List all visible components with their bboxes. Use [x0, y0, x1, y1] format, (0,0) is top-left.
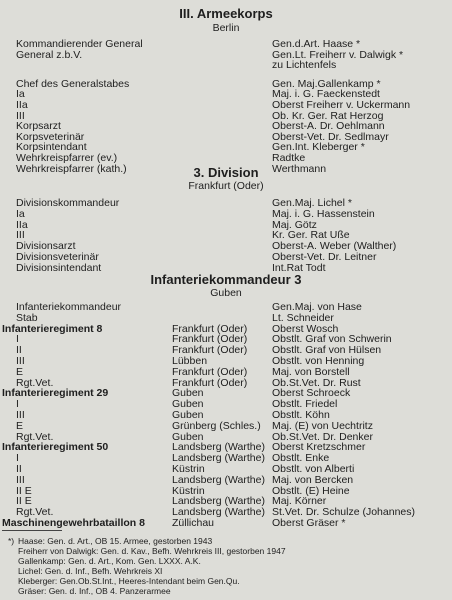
garrison-location: Landsberg (Warthe)	[172, 506, 265, 518]
officer-name: Obstlt. Graf von Schwerin	[272, 333, 392, 345]
role-label: III	[16, 229, 25, 241]
officer-name: Radtke	[272, 152, 306, 164]
role-label: E	[16, 420, 24, 432]
role-label: I	[16, 398, 19, 410]
officer-name: Ob. Kr. Ger. Rat Herzog	[272, 110, 384, 122]
footnote-text: Gallenkamp: Gen. d. Art., Kom. Gen. LXXX. A.K.	[18, 556, 201, 566]
role-label: III	[16, 474, 25, 486]
footnote-text: Freiherr von Dalwigk: Gen. d. Kav., Befh. Wehrkreis III, gestorben 1947	[18, 546, 286, 556]
officer-name: Ob.St.Vet. Dr. Rust	[272, 377, 361, 389]
role-label: II	[16, 344, 22, 356]
garrison-location: Küstrin	[172, 485, 205, 497]
officer-name: Maj. Götz	[272, 219, 317, 231]
officer-name: Lt. Schneider	[272, 312, 334, 324]
role-label: Wehrkreispfarrer (ev.)	[16, 152, 118, 164]
role-label: Korpsintendant	[16, 141, 87, 153]
officer-name: Maj. Körner	[272, 495, 327, 507]
role-label: III	[16, 110, 25, 122]
officer-name: Obstlt. (E) Heine	[272, 485, 350, 497]
officer-name: Gen. Maj.Gallenkamp *	[272, 78, 381, 90]
officer-name: zu Lichtenfels	[272, 59, 337, 71]
officer-name: Maj. von Borstell	[272, 366, 350, 378]
unit-name: Infanterieregiment 50	[2, 441, 109, 453]
role-label: Infanteriekommandeur	[16, 301, 122, 313]
officer-name: Obstlt. von Henning	[272, 355, 365, 367]
officer-name: Obstlt. Enke	[272, 452, 330, 464]
officer-name: Gen.Int. Kleberger *	[272, 141, 365, 153]
role-label: IIa	[16, 99, 28, 111]
officer-name: St.Vet. Dr. Schulze (Johannes)	[272, 506, 415, 518]
garrison-location: Züllichau	[172, 517, 215, 529]
garrison-location: Landsberg (Warthe)	[172, 495, 265, 507]
role-label: Kommandierender General	[16, 38, 143, 50]
officer-name: Oberst-Vet. Dr. Leitner	[272, 251, 377, 263]
officer-name: Kr. Ger. Rat Uße	[272, 229, 350, 241]
role-label: General z.b.V.	[16, 49, 83, 61]
garrison-location: Guben	[172, 431, 204, 443]
garrison-location: Landsberg (Warthe)	[172, 452, 265, 464]
infantry-commander-title: Infanteriekommandeur 3	[150, 272, 302, 287]
garrison-location: Guben	[172, 398, 204, 410]
footnote-text: Kleberger: Gen.Ob.St.Int., Heeres-Intendant beim Gen.Qu.	[18, 576, 240, 586]
role-label: Korpsveterinär	[16, 131, 85, 143]
role-label: Divisionsarzt	[16, 240, 76, 252]
unit-name: Maschinengewehrbataillon 8	[2, 517, 145, 529]
officer-name: Oberst Kretzschmer	[272, 441, 366, 453]
unit-name: Infanterieregiment 8	[2, 323, 103, 335]
role-label: IIa	[16, 219, 28, 231]
role-label: Rgt.Vet.	[16, 506, 54, 518]
garrison-location: Frankfurt (Oder)	[172, 333, 248, 345]
officer-name: Maj. i. G. Hassenstein	[272, 208, 375, 220]
division-subtitle: Frankfurt (Oder)	[188, 180, 264, 192]
page-title: III. Armeekorps	[179, 6, 273, 21]
officer-name: Obstlt. von Alberti	[272, 463, 355, 475]
garrison-location: Guben	[172, 387, 204, 399]
garrison-location: Lübben	[172, 355, 208, 367]
footnote-text: Lichel: Gen. d. Inf., Befh. Wehrkreis XI	[18, 566, 163, 576]
role-label: I	[16, 452, 19, 464]
officer-name: Gen.Maj. Lichel *	[272, 197, 352, 209]
footnote-text: Haase: Gen. d. Art., OB 15. Armee, gestorben 1943	[18, 536, 213, 546]
garrison-location: Guben	[172, 409, 204, 421]
garrison-location: Landsberg (Warthe)	[172, 474, 265, 486]
officer-name: Maj. i. G. Faeckenstedt	[272, 88, 380, 100]
officer-name: Oberst Gräser *	[272, 517, 346, 529]
role-label: Divisionskommandeur	[16, 197, 120, 209]
officer-name: Obstlt. Köhn	[272, 409, 330, 421]
footnote-marker: *)	[8, 536, 15, 546]
role-label: Stab	[16, 312, 38, 324]
officer-name: Oberst-A. Weber (Walther)	[272, 240, 397, 252]
garrison-location: Landsberg (Warthe)	[172, 441, 265, 453]
officer-name: Gen.d.Art. Haase *	[272, 38, 361, 50]
role-label: Ia	[16, 88, 25, 100]
officer-name: Ob.St.Vet. Dr. Denker	[272, 431, 373, 443]
role-label: I	[16, 333, 19, 345]
garrison-location: Küstrin	[172, 463, 205, 475]
role-label: II	[16, 463, 22, 475]
officer-name: Obstlt. Graf von Hülsen	[272, 344, 382, 356]
garrison-location: Frankfurt (Oder)	[172, 344, 248, 356]
officer-name: Maj. von Bercken	[272, 474, 354, 486]
officer-name: Gen.Lt. Freiherr v. Dalwigk *	[272, 49, 404, 61]
infantry-commander-subtitle: Guben	[210, 287, 242, 299]
division-title: 3. Division	[193, 165, 259, 180]
officer-name: Oberst-A. Dr. Oehlmann	[272, 120, 385, 132]
role-label: Wehrkreispfarrer (kath.)	[16, 163, 127, 175]
officer-name: Oberst Freiherr v. Uckermann	[272, 99, 411, 111]
unit-name: Infanterieregiment 29	[2, 387, 109, 399]
garrison-location: Frankfurt (Oder)	[172, 377, 248, 389]
role-label: Divisionsveterinär	[16, 251, 99, 263]
page-subtitle: Berlin	[212, 22, 240, 34]
officer-name: Obstlt. Friedel	[272, 398, 338, 410]
footnote-divider	[2, 530, 62, 531]
role-label: III	[16, 355, 25, 367]
footnote-text: Gräser: Gen. d. Inf., OB 4. Panzerarmee	[18, 586, 171, 596]
role-label: Chef des Generalstabes	[16, 78, 130, 90]
footnote-line	[18, 586, 171, 597]
officer-name: Int.Rat Todt	[272, 262, 326, 274]
garrison-location: Frankfurt (Oder)	[172, 323, 248, 335]
officer-name: Oberst Wosch	[272, 323, 339, 335]
role-label: Korpsarzt	[16, 120, 61, 132]
role-label: III	[16, 409, 25, 421]
role-label: Divisionsintendant	[16, 262, 102, 274]
role-label: E	[16, 366, 24, 378]
role-label: II E	[16, 495, 32, 507]
officer-name: Gen.Maj. von Hase	[272, 301, 362, 313]
officer-name: Oberst-Vet. Dr. Sedlmayr	[272, 131, 389, 143]
role-label: Rgt.Vet.	[16, 431, 54, 443]
officer-name: Werthmann	[272, 163, 327, 175]
officer-name: Oberst Schroeck	[272, 387, 351, 399]
role-label: Rgt.Vet.	[16, 377, 54, 389]
garrison-location: Frankfurt (Oder)	[172, 366, 248, 378]
role-label: Ia	[16, 208, 25, 220]
officer-name: Maj. (E) von Uechtritz	[272, 420, 373, 432]
role-label: II E	[16, 485, 32, 497]
garrison-location: Grünberg (Schles.)	[172, 420, 261, 432]
